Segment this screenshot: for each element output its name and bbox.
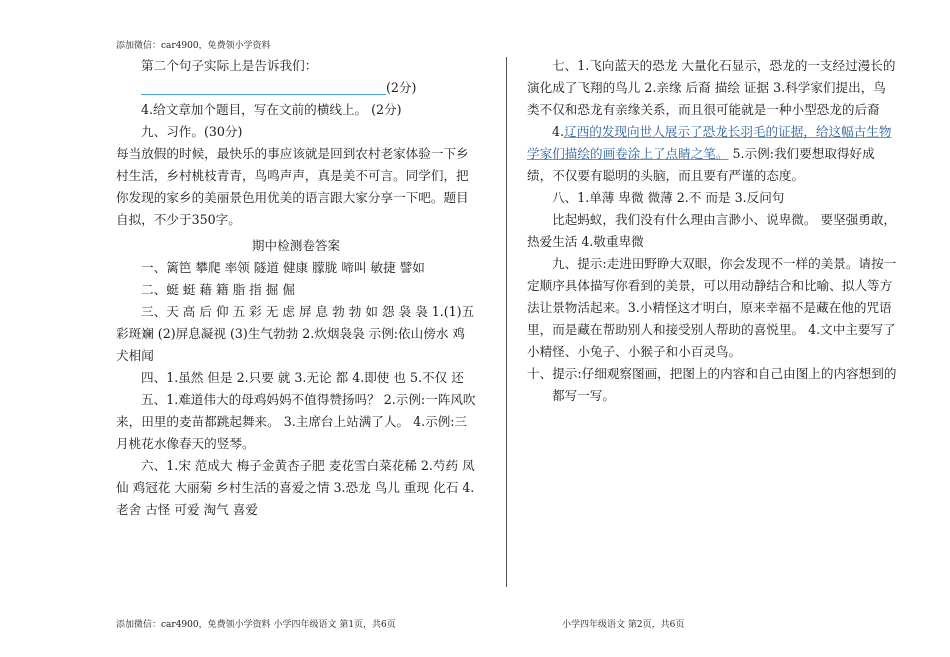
answer-1: 一、篱笆 攀爬 率领 隧道 健康 朦胧 啼叫 敏捷 譬如: [141, 260, 425, 275]
footer-left: 添加微信：car4900，免费领小学资料 小学四年级语文 第1页，共6页: [116, 620, 396, 630]
answer-blank-line: [141, 80, 386, 95]
answer-7-5: 5.示例:我们要想取得好成绩，不仅要有聪明的头脑，而且要有严谨的态度。: [527, 146, 875, 183]
answer-6: 六、1.宋 范成大 梅子金黄杏子肥 麦花雪白菜花稀 2.芍药 凤仙 鸡冠花 大丽菊 乡村生活的喜爱之情 3.恐龙 鸟儿 重现 化石 4.老舍 古怪 可爱 淘气 喜爱: [116, 458, 475, 517]
composition-title: 九、习作。(30分): [141, 124, 243, 139]
answer-8: 八、1.单薄 卑微 微薄 2.不 而是 3.反问句: [552, 190, 785, 205]
answer-5: 五、1.难道伟大的母鸡妈妈不值得赞扬吗？ 2.示例:一阵风吹来，田里的麦苗都跳起舞来。 3.主席台上站满了人。 4.示例:三月桃花水像春天的竖琴。: [116, 392, 476, 451]
column-divider: [506, 57, 507, 587]
answer-3: 三、天 高 后 仰 五 彩 无 虑 屏 息 勃 勃 如 怨 袅 袅 1.(1)五彩斑斓 (2)屏息凝视 (3)生气勃勃 2.炊烟袅袅 示例:依山傍水 鸡犬相闻: [116, 304, 475, 363]
footer-right: 小学四年级语文 第2页，共6页: [562, 620, 685, 630]
question-4: 4.给文章加个题目，写在文前的横线上。 (2分): [141, 102, 402, 117]
answer-blank-row: [116, 77, 476, 99]
highlighted-answer: 辽西的发现向世人展示了恐龙长羽毛的证据，给这幅古生物学家们描绘的画卷涂上了点睛之笔。: [527, 124, 892, 161]
answer-10: 十、提示:仔细观察图画，把图上的内容和自己由图上的内容想到的都写一写。: [527, 366, 897, 403]
right-column: [527, 55, 897, 407]
answer-2: 二、蜓 蜓 藉 籍 脂 指 掘 倔: [141, 282, 295, 297]
answer-title: 期中检测卷答案: [251, 238, 341, 253]
answer-7-4: [527, 121, 897, 187]
header-note: 添加微信：car4900，免费领小学资料: [116, 41, 271, 51]
question-score: (2分): [386, 80, 417, 95]
answer-8-continued: 比起蚂蚁，我们没有什么理由言渺小、说卑微。 要坚强勇敢，热爱生活 4.敬重卑微: [527, 212, 897, 249]
question-sentence-text: 第二个句子实际上是告诉我们：: [141, 58, 318, 73]
answer-4: 四、1.虽然 但是 2.只要 就 3.无论 都 4.即使 也 5.不仅 还: [141, 370, 464, 385]
answer-9: 九、提示:走进田野睁大双眼，你会发现不一样的美景。请按一定顺序具体描写你看到的美景，可以用动静结合和比喻、拟人等方法让景物活起来。3.小精怪这才明白，原来幸福不是藏在他的咒语里，而是藏在帮助别人和接受别人帮助的喜悦里。 4.文中主要写了小精怪、小兔子、小猴子和小百灵鸟。: [527, 256, 897, 359]
answer-7: 七、1.飞向蓝天的恐龙 大量化石显示，恐龙的一支经过漫长的演化成了飞翔的鸟儿 2.亲缘 后裔 描绘 证据 3.科学家们提出，鸟类不仅和恐龙有亲缘关系，而且很可能就是一种小型恐龙的后裔: [527, 58, 896, 117]
composition-body: 每当放假的时候，最快乐的事应该就是回到农村老家体验一下乡村生活，乡村桃枝青青，鸟鸣声声，真是美不可言。同学们，把你发现的家乡的美丽景色用优美的语言跟大家分享一下吧。题目自拟，不少于350字。: [116, 146, 469, 227]
question-sentence: [116, 55, 476, 77]
left-column: [116, 55, 476, 521]
answer-7-4-prefix: 4.: [552, 124, 565, 139]
